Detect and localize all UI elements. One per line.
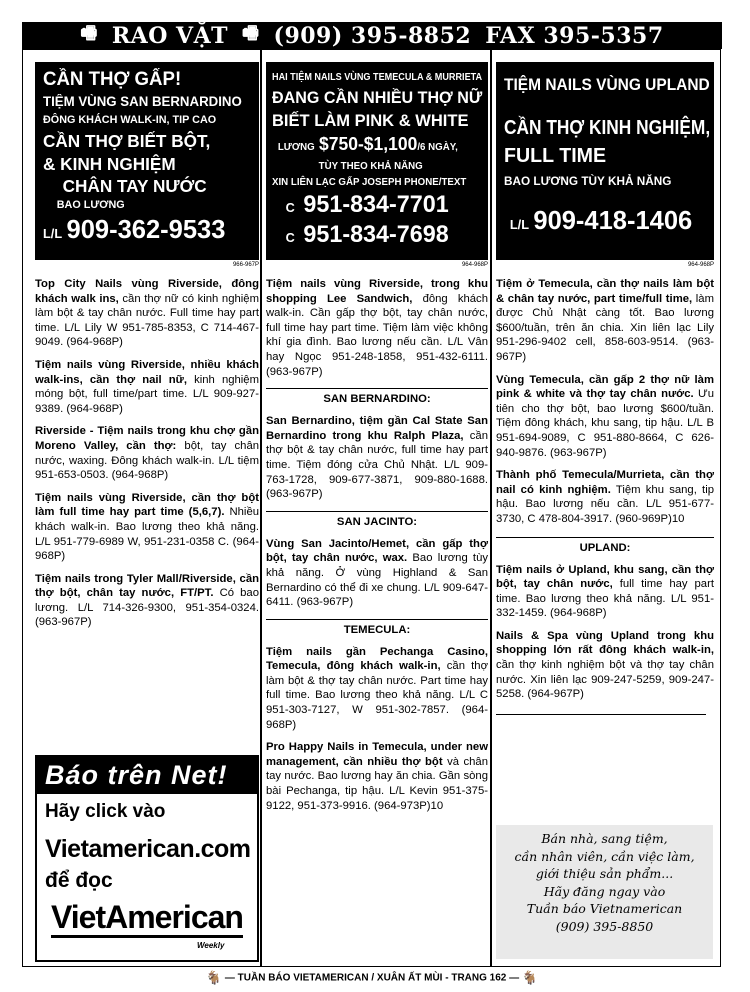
ad-text: cần thợ nữ có kinh nghiệm làm bột & tay chân nước. Full time hay part time. L/L Lily W 951-785-8353, C 714-467-9049. (964-968P) [35, 292, 259, 349]
ad-box-line: TIỆM NAILS VÙNG UPLAND [504, 75, 710, 94]
goat-icon: 🐐 [521, 970, 539, 985]
classified-ad [496, 373, 714, 461]
online-promo-box [35, 755, 259, 962]
ad-box-line: CẦN THỢ GẤP! [43, 69, 182, 90]
ad-box-line: & KINH NGHIỆM [43, 154, 176, 174]
wage-suffix: /6 NGÀY, [417, 142, 458, 153]
ad-box-line: CẦN THỢ KINH NGHIỆM, [504, 117, 711, 139]
ad-box-phone [43, 213, 255, 250]
ad-headline: Vùng Temecula, cần gấp 2 thợ nữ làm pink & white và thợ tay chân nước. [496, 373, 714, 401]
section-heading-upland: UPLAND: [496, 537, 714, 555]
online-promo-line: để đọc [45, 869, 113, 892]
fax-machine-icon: 🖷 [242, 22, 260, 44]
ad-text: cần thợ làm bột & thợ tay chân nước. Part time hay full time. Bao lương theo khả năng. L/L C 951-303-7127, W 951-302-7857. (964-968P) [266, 660, 488, 731]
ad-text: Có bao lương. L/L 714-326-9300, 951-354-0324. (963-967P) [35, 587, 259, 629]
classified-ad [266, 277, 488, 379]
classified-ad [266, 740, 488, 813]
classified-ad [496, 629, 714, 702]
ad-box-phone [504, 204, 710, 241]
page-header [22, 22, 722, 49]
column-3 [496, 62, 714, 715]
ad-box-temecula-murrieta [266, 62, 488, 260]
phone-number: 909-362-9533 [66, 214, 226, 244]
ad-text: cần thợ kinh nghiệm bột và thợ tay chân nước. Xin liên lạc 909-247-5259, 909-247-5258. (964-967P) [496, 659, 714, 701]
classified-ad [35, 572, 259, 630]
section-san-bernardino-ads [266, 414, 488, 502]
ad-text: và chân tay nước. Bao lương hay ăn chia. Gần sòng bài Pechanga, tip hậu. L/L Kevin 951-375-9122, 951-373-9916. (964-973P)10 [266, 755, 488, 812]
header-phone: (909) 395-8852 [273, 22, 472, 49]
phone-number: 951-834-7701 [303, 191, 449, 218]
ad-headline: Vùng San Jacinto/Hemet, cần gấp thợ bột, tay chân nước, wax. [266, 537, 488, 565]
ad-text: bột, tay chân nước, waxing. Đông khách walk-in. L/L tiệm 951-653-0503. (964-968P) [35, 439, 260, 482]
ad-box-line: BIẾT LÀM PINK & WHITE [272, 111, 469, 130]
classified-ad [35, 491, 259, 564]
ad-code: 964-968P [461, 262, 488, 268]
classified-ad [496, 563, 714, 621]
ad-headline: Top City Nails vùng Riverside, đông khách walk ins, [35, 278, 259, 305]
online-promo-site: Vietamerican.com [45, 835, 251, 863]
column-2 [266, 62, 488, 813]
column-divider [260, 49, 262, 967]
section-temecula-ads [266, 645, 488, 814]
ad-box-wage [272, 132, 482, 160]
phone-prefix: C [285, 230, 295, 245]
ad-text: Tiệm khu sang, tip hậu. Bao lương nếu cần. L/L 951-677-3730, C 478-804-3917. (960-969P)10 [496, 483, 714, 525]
ad-headline: Tiệm nails ở Upland, khu sang, cần thợ bột, tay chân nước, [496, 563, 714, 591]
section-rule [496, 714, 706, 715]
ad-text: Ưu tiên cho thợ bột, bao lương $600/tuần. Tiệm đông khách, khu sang, tip hậu. L/L B 951-694-9089, C 951-880-8664, C 626-940-9876. (963-967P) [496, 388, 714, 459]
ad-box-line: ĐANG CẦN NHIỀU THỢ NỮ [272, 88, 483, 107]
ad-headline: Tiệm ở Temecula, cần thợ nails làm bột & chân tay nước, part time/full time, [496, 278, 714, 305]
goat-icon: 🐐 [205, 970, 223, 985]
ad-box-phone [272, 221, 482, 251]
column-1 [35, 62, 259, 630]
section-heading-san-bernardino: SAN BERNARDINO: [266, 388, 488, 406]
ad-text: đông khách walk-in. Cần gấp thợ bột, tay chân nước, full time hay part time. Tiệm làm việc không khí gia đình. Bao lương nếu cần. L/L Vân hay Ngọc 951-248-1858, 951-432-6111. (963-967P) [266, 292, 488, 378]
ad-box-line: BAO LƯƠNG TÙY KHẢ NĂNG [504, 174, 672, 188]
ad-headline: Tiệm nails vùng Riverside, cần thợ bột làm full time hay part time (5,6,7). [35, 491, 259, 519]
classified-ad [266, 414, 488, 502]
ad-box-line: XIN LIÊN LẠC GẤP JOSEPH PHONE/TEXT [272, 177, 467, 188]
header-title: RAO VẶT [111, 22, 229, 49]
phone-prefix: C [285, 200, 295, 215]
ad-code: 964-968P [687, 262, 714, 268]
ad-text: cần thợ bột & tay chân nước, full time hay part time. Tiệm đóng cửa Chủ Nhật. L/L 909-763-1728, 909-677-3871, 909-880-1688. (963-967P) [266, 429, 488, 501]
ad-box-upland [496, 62, 714, 260]
classified-ad [35, 424, 259, 482]
online-promo-line: Hãy click vào [45, 801, 166, 822]
online-promo-title: Báo trên Net! [37, 757, 257, 794]
ad-headline: Nails & Spa vùng Upland trong khu shopping lớn rất đông khách walk-in, [496, 629, 714, 657]
ad-headline: Tiệm nails gần Pechanga Casino, Temecula, đông khách walk-in, [266, 645, 488, 673]
classified-ad [35, 277, 259, 350]
fax-machine-icon: 🖷 [80, 22, 98, 44]
col1-ad-list [35, 277, 259, 630]
footer-text: — TUẦN BÁO VIETAMERICAN / XUÂN ẤT MÙI - TRANG 162 — [224, 972, 520, 984]
wage-prefix: LƯƠNG [277, 142, 315, 153]
ad-code: 966-967P [232, 262, 259, 268]
classifieds-page [22, 22, 722, 985]
promo-line: Tuần báo Vietnamerican [526, 901, 683, 916]
classified-ad [496, 468, 714, 526]
promo-line: giới thiệu sản phẩm... [535, 866, 674, 881]
ad-headline: Riverside - Tiệm nails trong khu chợ gần Moreno Valley, cần thợ: [35, 425, 259, 452]
ad-box-line: FULL TIME [504, 145, 607, 167]
ad-text: Nhiều khách walk-in. Bao lương theo khả năng. L/L 951-779-6989 W, 951-231-0358 C. (964-968P) [35, 506, 260, 563]
ad-box-line: BAO LƯƠNG [56, 199, 125, 211]
ad-headline: Tiệm nails vùng Riverside, trong khu shopping Lee Sandwich, [266, 278, 488, 305]
ad-text: full time hay part time. Bao lương theo khả năng. L/L 951-332-1459. (964-968P) [496, 578, 714, 620]
phone-prefix: L/L [509, 217, 530, 232]
ad-text: Bao lương tùy khả năng. Ở vùng Highland & San Bernardino có thể đi xe chung. L/L 909-647-6411. (963-967P) [266, 552, 488, 609]
phone-prefix: L/L [43, 226, 63, 241]
section-san-jacinto-ads [266, 537, 488, 610]
page-footer [22, 970, 722, 986]
ad-box-line: TIỆM VÙNG SAN BERNARDINO [43, 94, 242, 109]
ad-headline: San Bernardino, tiệm gần Cal State San Bernardino trong khu Ralph Plaza, [266, 415, 488, 442]
ad-box-line: ĐÔNG KHÁCH WALK-IN, TIP CAO [43, 114, 217, 126]
section-heading-san-jacinto: SAN JACINTO: [266, 511, 488, 529]
promo-line: (909) 395-8850 [555, 918, 654, 934]
ad-headline: Tiệm nails trong Tyler Mall/Riverside, cần thợ bột, chân tay nước, FT/PT. [35, 572, 259, 600]
promo-line: cần nhân viên, cần việc làm, [514, 848, 695, 864]
ad-box-phone [272, 191, 482, 221]
ad-box-line: TÙY THEO KHẢ NĂNG [318, 161, 423, 172]
promo-line: Bán nhà, sang tiệm, [541, 831, 668, 846]
ad-box-line: CHÂN TAY NƯỚC [62, 176, 207, 196]
classified-ad [266, 645, 488, 733]
section-upland-ads [496, 563, 714, 702]
ad-text: kinh nghiệm móng bột, full time/part time. L/L 909-927-9389. (964-968P) [35, 373, 259, 415]
classified-ad [496, 277, 714, 365]
classified-ad [266, 537, 488, 610]
advertise-promo-box [496, 825, 713, 959]
ad-box-line: HAI TIỆM NAILS VÙNG TEMECULA & MURRIETA [272, 72, 483, 83]
header-fax: FAX 395-5357 [485, 22, 664, 49]
ad-headline: Pro Happy Nails in Temecula, under new management, cần nhiều thợ bột [266, 741, 488, 768]
vietamerican-logo-sub: Weekly [197, 941, 225, 950]
section-heading-temecula: TEMECULA: [266, 619, 488, 637]
ad-headline: Tiệm nails vùng Riverside, nhiều khách walk-ins, cần thợ nail nữ, [35, 358, 259, 386]
ad-text: làm được Chủ Nhật càng tốt. Bao lương $600/tuần, trên ăn chia. Xin liên lạc Lily 951-296-9402 cell, 858-603-9514. (963-967P) [496, 292, 715, 363]
ad-headline: Thành phố Temecula/Murrieta, cần thợ nail có kinh nghiệm. [496, 469, 714, 496]
classified-ad [35, 358, 259, 416]
ad-box-san-bernardino [35, 62, 259, 260]
col3-ad-list [496, 277, 714, 527]
phone-number: 909-418-1406 [533, 205, 693, 235]
promo-line: Hãy đăng ngay vào [543, 883, 666, 899]
wage-amount: $750-$1,100 [319, 134, 418, 154]
vietamerican-logo: VietAmerican [51, 899, 243, 938]
ad-box-line: CẦN THỢ BIẾT BỘT, [43, 131, 211, 151]
column-divider [490, 49, 492, 967]
phone-number: 951-834-7698 [303, 221, 449, 248]
